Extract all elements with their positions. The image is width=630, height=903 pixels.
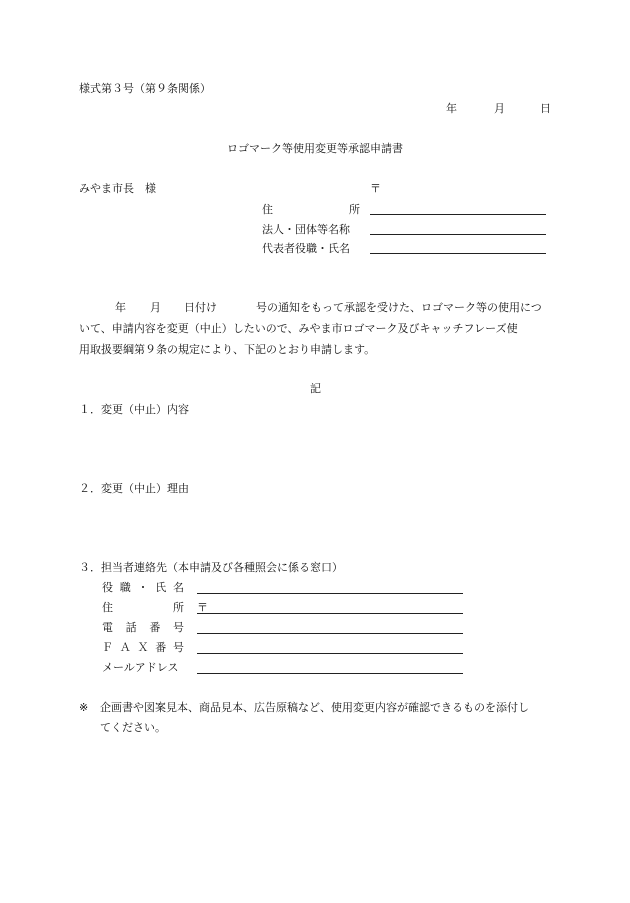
document-title: ロゴマーク等使用変更等承認申請書 xyxy=(227,142,403,155)
contact-phone-field[interactable] xyxy=(197,633,463,634)
contact-address-label: 住 所 xyxy=(102,601,184,614)
date-month-label: 月 xyxy=(494,102,505,115)
contact-postal-mark: 〒 xyxy=(197,601,208,614)
section-2-heading: ２．変更（中止）理由 xyxy=(79,482,189,495)
applicant-corp-name-label: 法人・団体等名称 xyxy=(262,223,350,236)
note-line1: 企画書や図案見本、商品見本、広告原稿など、使用変更内容が確認できるものを添付し xyxy=(100,701,529,714)
contact-fax-field[interactable] xyxy=(197,653,463,654)
date-day-label: 日 xyxy=(540,102,551,115)
form-number: 様式第３号（第９条関係） xyxy=(79,82,211,95)
note-mark: ※ xyxy=(79,701,89,714)
contact-phone-label: 電 話 番 号 xyxy=(102,621,184,634)
body-year: 年 xyxy=(115,301,126,314)
applicant-address-label: 住 所 xyxy=(262,203,360,216)
contact-title-name-field[interactable] xyxy=(197,593,463,594)
note-line2: てください。 xyxy=(100,721,166,734)
contact-fax-label: Ｆ Ａ Ｘ 番 号 xyxy=(102,641,184,654)
body-month: 月 xyxy=(150,301,161,314)
section-1-heading: １．変更（中止）内容 xyxy=(79,403,189,416)
applicant-postal-mark: 〒 xyxy=(370,182,381,195)
body-line1: 号の通知をもって承認を受けた、ロゴマーク等の使用につ xyxy=(256,301,542,314)
contact-address-field[interactable] xyxy=(197,613,463,614)
body-date: 日付け xyxy=(184,301,217,314)
contact-title-name-label: 役 職 ・ 氏 名 xyxy=(102,581,184,594)
date-year-label: 年 xyxy=(446,102,457,115)
section-3-heading: ３．担当者連絡先（本申請及び各種照会に係る窓口） xyxy=(79,561,343,574)
applicant-address-field[interactable] xyxy=(370,214,546,215)
applicant-rep-name-field[interactable] xyxy=(370,253,546,254)
body-line3: 用取扱要綱第９条の規定により、下記のとおり申請します。 xyxy=(79,343,376,356)
contact-email-label: メールアドレス xyxy=(102,661,179,674)
ki-heading: 記 xyxy=(310,382,321,395)
applicant-corp-name-field[interactable] xyxy=(370,234,546,235)
contact-email-field[interactable] xyxy=(197,673,463,674)
body-line2: いて、申請内容を変更（中止）したいので、みやま市ロゴマーク及びキャッチフレーズ使 xyxy=(79,322,518,335)
addressee: みやま市長 様 xyxy=(79,182,156,195)
applicant-rep-name-label: 代表者役職・氏名 xyxy=(262,242,350,255)
